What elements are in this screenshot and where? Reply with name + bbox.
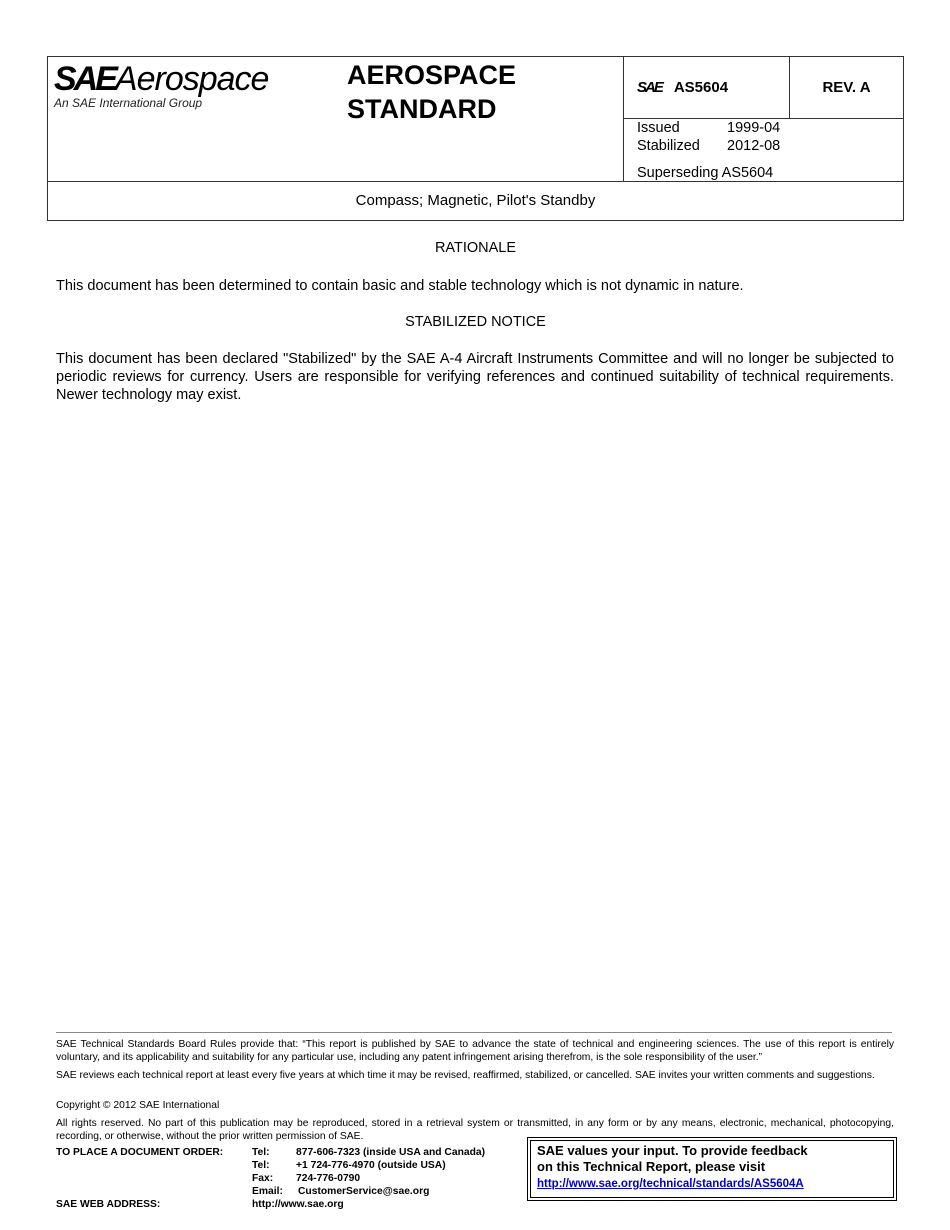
issued-value: 1999-04 bbox=[727, 120, 781, 136]
doc-number-text: AS5604 bbox=[673, 79, 729, 96]
sae-small-logo: SAE bbox=[637, 79, 662, 96]
document-number bbox=[637, 79, 728, 96]
contact-value: 724-776-0790 bbox=[296, 1173, 361, 1184]
feedback-line1: SAE values your input. To provide feedback bbox=[537, 1143, 808, 1158]
footer-reviews: SAE reviews each technical report at least every five years at which time it may be revised, reaffirmed, stabilized, or cancelled. SAE invites your written comments and suggestions. bbox=[56, 1070, 875, 1081]
stabilized-value: 2012-08 bbox=[727, 138, 781, 154]
feedback-link[interactable]: http://www.sae.org/technical/standards/AS5604A bbox=[537, 1178, 804, 1190]
rationale-heading: RATIONALE bbox=[434, 240, 517, 256]
header-divider bbox=[47, 181, 904, 182]
header-border-top bbox=[47, 56, 904, 57]
contact-label: Tel: bbox=[252, 1147, 270, 1158]
feedback-box bbox=[527, 1137, 897, 1201]
contact-value[interactable]: CustomerService@sae.org bbox=[298, 1186, 430, 1197]
logo-word: Aerospace bbox=[114, 60, 269, 98]
contact-label: Email: bbox=[252, 1186, 283, 1197]
contact-value: +1 724-776-4970 (outside USA) bbox=[296, 1160, 446, 1171]
contact-label: Tel: bbox=[252, 1160, 270, 1171]
contact-row bbox=[252, 1146, 485, 1159]
order-label: TO PLACE A DOCUMENT ORDER: bbox=[56, 1147, 224, 1158]
doc-type-line2: STANDARD bbox=[347, 94, 497, 124]
logo-tagline: An SAE International Group bbox=[54, 96, 203, 110]
stabilized-label: Stabilized bbox=[637, 138, 700, 154]
footer-copyright: Copyright © 2012 SAE International bbox=[56, 1100, 220, 1111]
web-label: SAE WEB ADDRESS: bbox=[56, 1199, 161, 1210]
rationale-text: This document has been determined to contain basic and stable technology which is not dynamic in nature. bbox=[56, 278, 744, 294]
issued-label: Issued bbox=[637, 120, 680, 136]
header-meta-divider bbox=[623, 118, 904, 119]
logo-brand: SAE bbox=[54, 60, 115, 98]
contact-value: 877-606-7323 (inside USA and Canada) bbox=[296, 1147, 486, 1158]
contact-row bbox=[252, 1159, 485, 1172]
footer-rules: SAE Technical Standards Board Rules provide that: “This report is published by SAE to advance the state of technical and engineering sciences. The use of this report is entirely voluntary, and its applicability and suitability for any particular use, including any patent infringement arising therefrom, is the sole responsibility of the user.” bbox=[56, 1039, 894, 1063]
feedback-line2: on this Technical Report, please visit bbox=[537, 1159, 766, 1174]
document-type bbox=[347, 58, 516, 126]
document-title: Compass; Magnetic, Pilot's Standby bbox=[355, 192, 596, 209]
web-address-link[interactable]: http://www.sae.org bbox=[252, 1199, 344, 1210]
footer-rule bbox=[56, 1032, 892, 1033]
superseding: Superseding AS5604 bbox=[637, 165, 774, 181]
footer-rights: All rights reserved. No part of this publication may be reproduced, stored in a retrieval system or transmitted, in any form or by any means, electronic, mechanical, photocopying, recording, or otherwise, without the prior written permission of SAE. bbox=[56, 1118, 894, 1142]
contacts-list bbox=[252, 1146, 485, 1198]
sae-aerospace-logo bbox=[54, 60, 268, 99]
notice-text: This document has been declared "Stabilized" by the SAE A-4 Aircraft Instruments Committee and will no longer be subjected to periodic reviews for currency. Users are responsible for verifying references and continued suitability of technical requirements. Newer technology may exist. bbox=[56, 351, 894, 403]
contact-label: Fax: bbox=[252, 1173, 274, 1184]
contact-row bbox=[252, 1185, 485, 1198]
doc-type-line1: AEROSPACE bbox=[347, 60, 517, 90]
notice-heading: STABILIZED NOTICE bbox=[405, 314, 546, 330]
revision: REV. A bbox=[822, 79, 871, 96]
header-border-bottom bbox=[47, 220, 904, 221]
contact-row bbox=[252, 1172, 485, 1185]
